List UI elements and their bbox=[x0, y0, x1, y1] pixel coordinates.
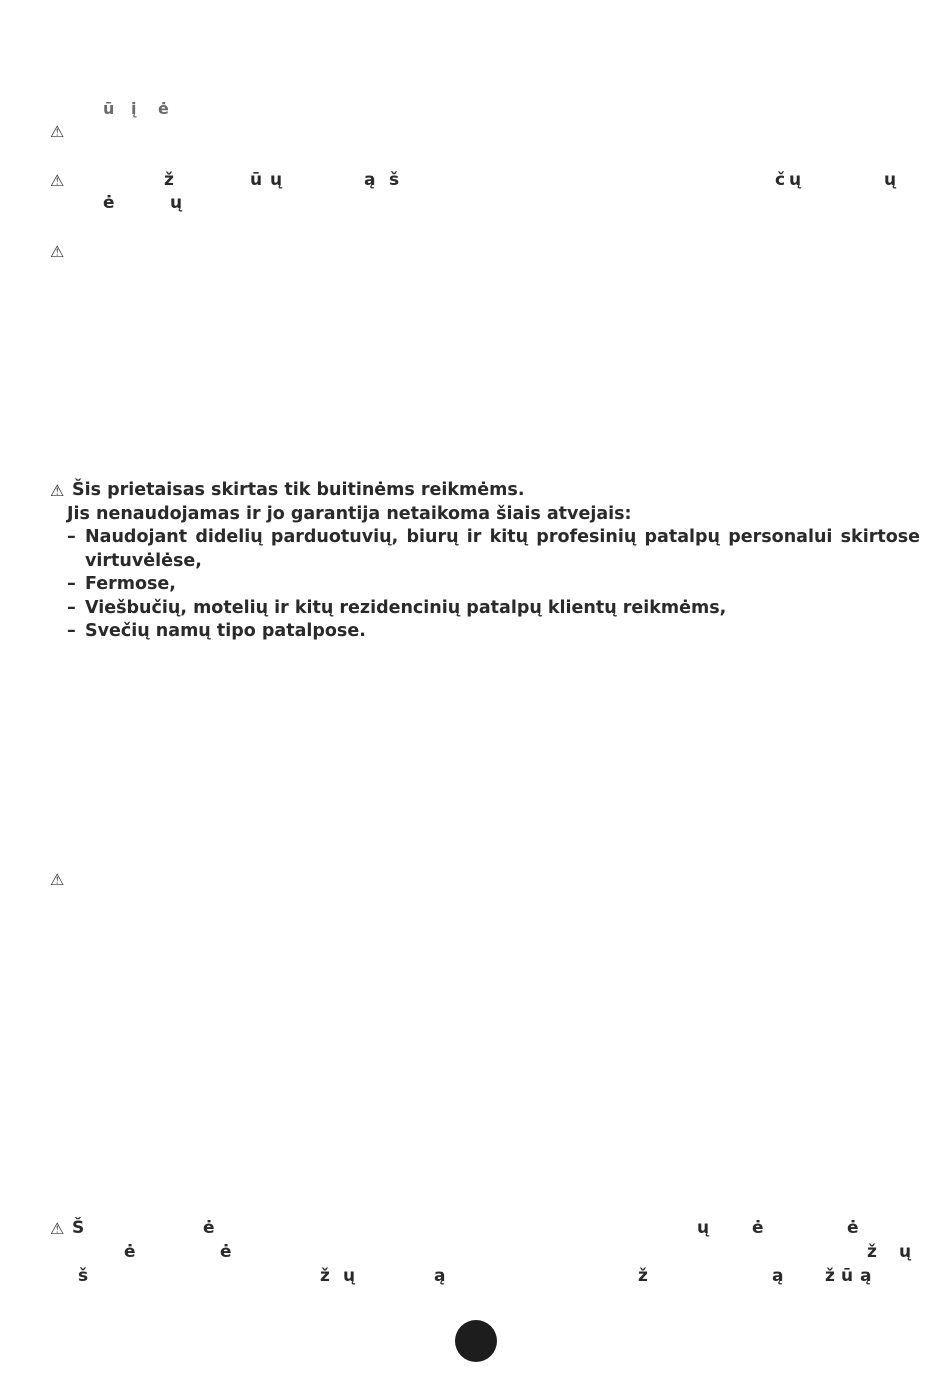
w2-fragment: ž bbox=[164, 170, 174, 190]
list-item: – Viešbučių, motelių ir kitų rezidencinių patalpų klientų reikmėms, bbox=[50, 597, 920, 621]
household-title: Šis prietaisas skirtas tik buitinėms reikmėms. bbox=[72, 480, 525, 500]
list-item: – Naudojant didelių parduotuvių, biurų ir kitų profesinių patalpų personalui skirtose virtuvėlėse, bbox=[50, 526, 920, 573]
w5-fragment: ą bbox=[860, 1266, 872, 1286]
w5-fragment: ū bbox=[841, 1266, 854, 1286]
w2-fragment: ą bbox=[364, 170, 376, 190]
w5-fragment: š bbox=[78, 1266, 89, 1286]
list-item-text: Viešbučių, motelių ir kitų rezidencinių patalpų klientų reikmėms, bbox=[85, 597, 727, 618]
list-item-text: Svečių namų tipo patalpose. bbox=[85, 621, 366, 641]
list-item-text: Fermose, bbox=[85, 574, 176, 594]
w5-fragment: ą bbox=[772, 1266, 784, 1286]
heading-fragment-2: į bbox=[131, 99, 137, 118]
w2-fragment: č bbox=[775, 170, 786, 190]
warning-triangle-icon: ⚠ bbox=[50, 481, 65, 500]
w5-fragment: ė bbox=[847, 1218, 859, 1238]
list-item: – Svečių namų tipo patalpose. bbox=[50, 620, 920, 644]
w5-fragment: ž bbox=[638, 1266, 648, 1286]
w5-fragment: ž bbox=[320, 1266, 330, 1286]
household-use-warning bbox=[50, 479, 920, 644]
list-item: – Fermose, bbox=[50, 573, 920, 597]
w5-fragment: ų bbox=[899, 1242, 912, 1262]
w2-fragment: š bbox=[389, 170, 400, 190]
w2-fragment: ų bbox=[270, 170, 283, 190]
w5-fragment: ž bbox=[825, 1266, 835, 1286]
w5-fragment: ė bbox=[203, 1218, 215, 1238]
w5-fragment: ą bbox=[434, 1266, 446, 1286]
w5-fragment: Š bbox=[72, 1218, 85, 1238]
heading-fragment-1: ū bbox=[103, 99, 115, 118]
w2-fragment: ų bbox=[884, 170, 897, 190]
w5-fragment: ė bbox=[124, 1242, 136, 1262]
w5-fragment: ų bbox=[697, 1218, 710, 1238]
w5-fragment: ė bbox=[220, 1242, 232, 1262]
warning-triangle-icon: ⚠ bbox=[50, 870, 65, 889]
w5-fragment: ė bbox=[752, 1218, 764, 1238]
page-number-badge bbox=[455, 1320, 497, 1362]
w2-fragment: ų bbox=[789, 170, 802, 190]
w5-fragment: ž bbox=[867, 1242, 877, 1262]
warning-triangle-icon: ⚠ bbox=[50, 171, 65, 190]
warning-triangle-icon: ⚠ bbox=[50, 122, 65, 141]
w2-fragment: ų bbox=[170, 193, 183, 213]
w2-fragment: ė bbox=[103, 193, 115, 213]
warning-triangle-icon: ⚠ bbox=[50, 1219, 65, 1238]
w2-fragment: ū bbox=[250, 170, 263, 190]
list-item-text: Naudojant didelių parduotuvių, biurų ir kitų profesinių patalpų personalui skirtose virtuvėlėse, bbox=[85, 527, 920, 571]
heading-fragment-3: ė bbox=[158, 99, 169, 118]
household-intro: Jis nenaudojamas ir jo garantija netaikoma šiais atvejais: bbox=[67, 503, 632, 524]
w5-fragment: ų bbox=[343, 1266, 356, 1286]
warning-triangle-icon: ⚠ bbox=[50, 242, 65, 261]
